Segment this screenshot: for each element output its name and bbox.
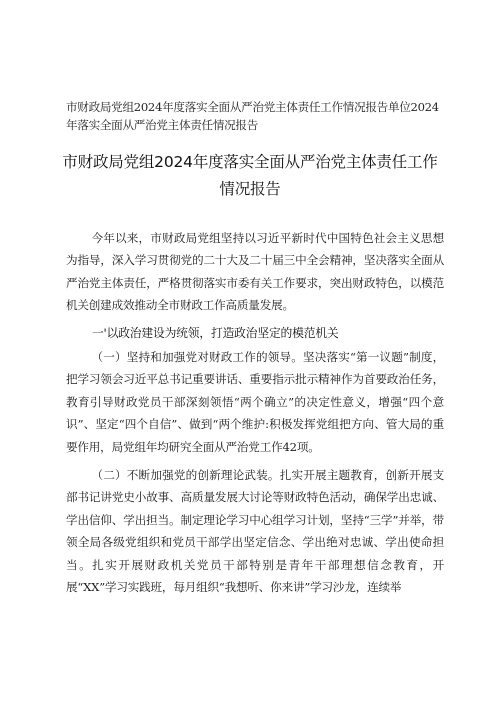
paragraph-party-leadership: （一）坚持和加强党对财政工作的领导。坚决落实“第一议题”制度，把学习领会习近平总书记重要讲话、重要指示批示精神作为首要政治任务，教育引导财政党员干部深刻领悟“两个确立”的决定性意义，增强“四个意识”、坚定“四个自信”、做到“两个维护:积极发挥党组把方向、管大局的重要作用，局党组年均研究全面从严治党工作42项。	[66, 350, 444, 454]
paragraph-theory-study: （二）不断加强党的创新理论武装。扎实开展主题教育，创新开展支部书记讲党史小故事、高质量发展大讨论等财政特色活动，确保学出忠诚、学出信仰、学出担当。制定理论学习中心组学习计划，坚持“三学”并举，带领全局各级党组织和党员干部学出坚定信念、学出绝对忠诚、学出使命担当。扎实开展财政机关党员干部特别是青年干部理想信念教育，开展“XX”学习实践班，每月组织“我想听、你来讲”学习沙龙，连续举	[66, 468, 444, 595]
intro-paragraph: 今年以来，市财政局党组坚持以习近平新时代中国特色社会主义思想为指导，深入学习贯彻党的二十大及二十届三中全会精神，坚决落实全面从严治党主体责任，严格贯彻落实市委有关工作要求，突出财政特色，以模范机关创建成效推动全市财政工作高质量发展。	[66, 231, 444, 313]
document-title	[50, 149, 450, 203]
document-title-line-1: 市财政局党组2024年度落实全面从严治党主体责任工作	[62, 153, 438, 171]
section-heading-1: 一'以政治建设为统领，打造政治坚定的模范机关	[91, 326, 339, 340]
document-title-line-2: 情况报告	[219, 180, 281, 198]
document-header: 市财政局党组2024年度落实全面从严治党主体责任工作情况报告单位2024年落实全面从严治党主体责任情况报告	[66, 100, 439, 132]
